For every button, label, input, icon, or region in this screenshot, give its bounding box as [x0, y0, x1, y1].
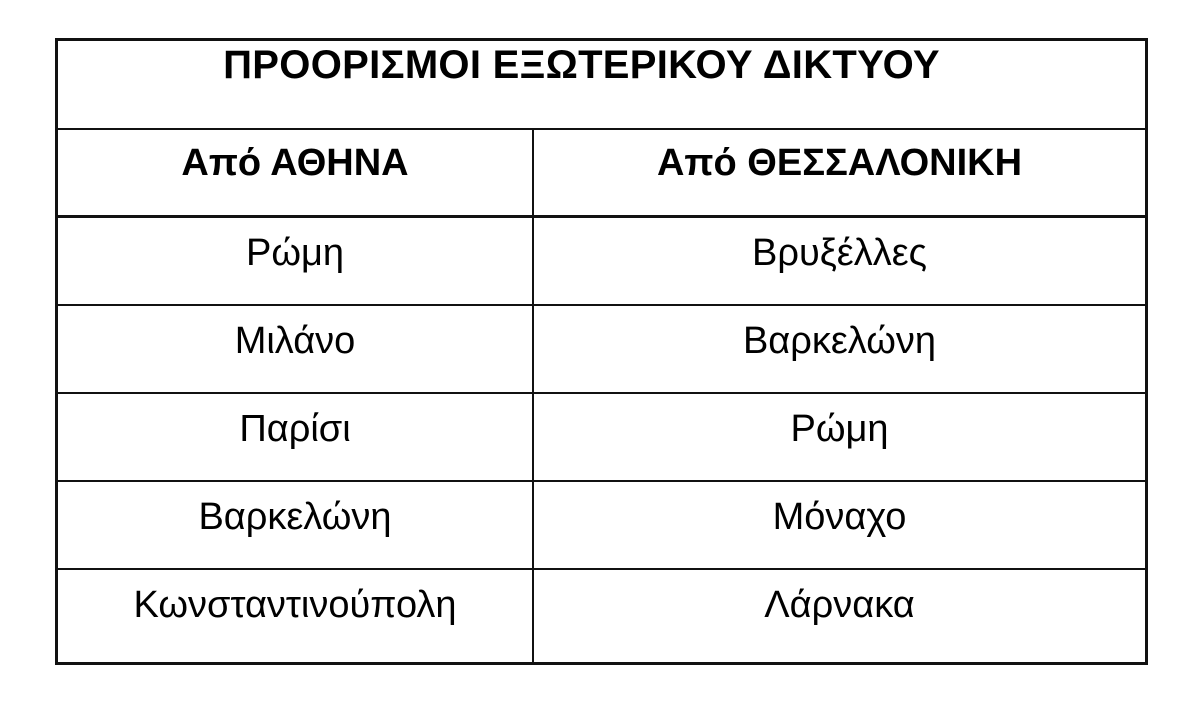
athens-destination: Μιλάνο	[58, 306, 534, 392]
athens-destination: Παρίσι	[58, 394, 534, 480]
thessaloniki-destination: Βαρκελώνη	[742, 320, 937, 362]
destinations-table	[55, 38, 1148, 665]
table-row	[58, 482, 1145, 570]
athens-destination: Βαρκελώνη	[58, 482, 534, 568]
thessaloniki-destination: Λάρνακα	[764, 584, 915, 626]
thessaloniki-destination: Βρυξέλλες	[752, 232, 927, 274]
thessaloniki-destination: Ρώμη	[790, 408, 889, 450]
table-title-row	[58, 41, 1145, 130]
table-header-row	[58, 130, 1145, 218]
table-row	[58, 394, 1145, 482]
table-title: ΠΡΟΟΡΙΣΜΟΙ ΕΞΩΤΕΡΙΚΟΥ ΔΙΚΤΥΟΥ	[223, 43, 940, 87]
thessaloniki-destination: Μόναχο	[772, 496, 907, 538]
table-row	[58, 570, 1145, 662]
header-thessaloniki: Από ΘΕΣΣΑΛΟΝΙΚΗ	[656, 142, 1023, 184]
athens-destination: Ρώμη	[58, 218, 534, 304]
header-athens: Από ΑΘΗΝΑ	[58, 130, 534, 215]
table-row	[58, 218, 1145, 306]
athens-destination: Κωνσταντινούπολη	[58, 570, 534, 662]
table-row	[58, 306, 1145, 394]
table-body	[58, 130, 1145, 662]
